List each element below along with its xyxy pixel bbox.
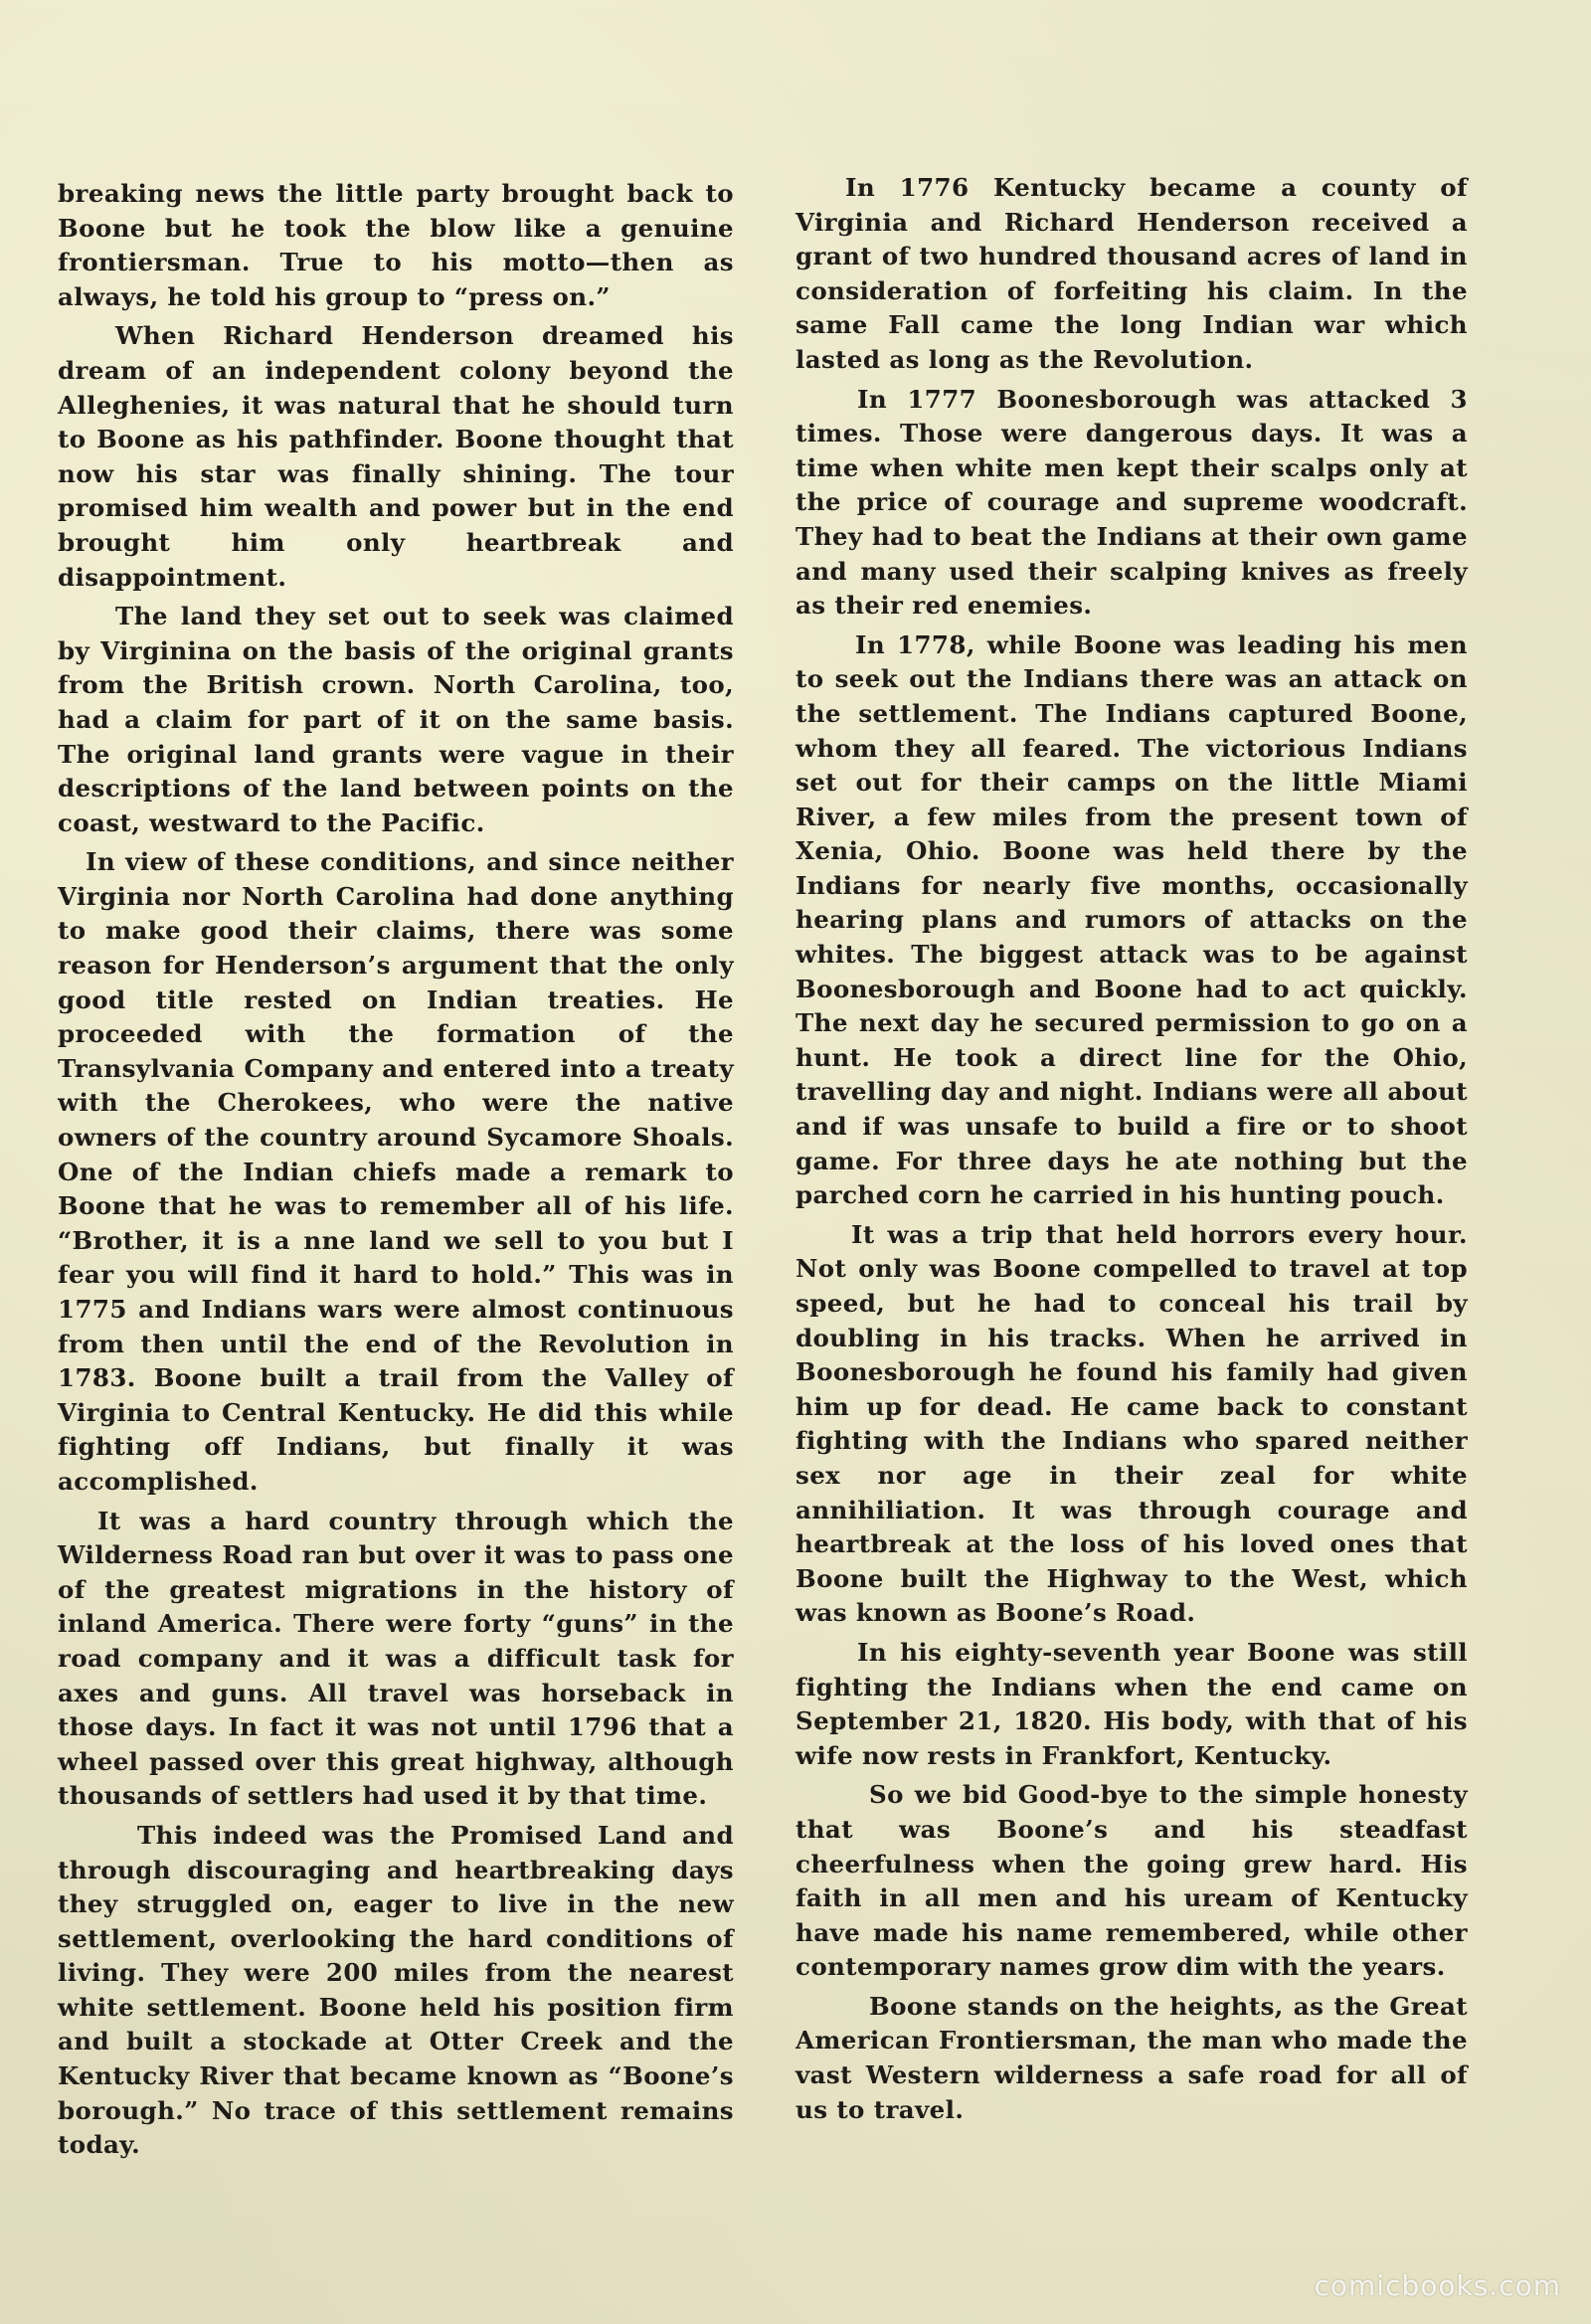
paragraph: When Richard Henderson dreamed his dream of an independent colony beyond the Alleghenies, it was natural that he should turn to Boone as his pathfinder. Boone thought that now his star was finally shining. The tour promised him wealth and power but in the end brought him only heartbreak and disappointment.	[58, 321, 734, 592]
paragraph: In view of these conditions, and since neither Virginia nor North Carolina had done anything to make good their claims, there was some reason for Henderson’s argument that the only good title rested on Indian treaties. He proceeded with the formation of the Transylvania Company and entered into a treaty with the Cherokees, who were the native owners of the country around Sycamore Shoals. One of the Indian chiefs made a remark to Boone that he was to remember all of his life. “Brother, it is a nne land we sell to you but I fear you will find it hard to hold.” This was in 1775 and Indians wars were almost continuous from then until the end of the Revolution in 1783. Boone built a trail from the Valley of Virginia to Central Kentucky. He did this while fighting off Indians, but finally it was accomplished.	[58, 847, 734, 1496]
paragraph: This indeed was the Promised Land and through discouraging and heartbreaking days they struggled on, eager to live in the new settlement, overlooking the hard conditions of living. They were 200 miles from the nearest white settlement. Boone held his position firm and built a stockade at Otter Creek and the Kentucky River that became known as “Boone’s borough.” No trace of this settlement remains today.	[58, 1820, 734, 2160]
watermark: comicbooks.com	[1314, 2269, 1561, 2302]
right-column	[796, 171, 1468, 2132]
paragraph: In his eighty-seventh year Boone was still fighting the Indians when the end came on September 21, 1820. His body, with that of his wife now rests in Frankfort, Kentucky.	[796, 1637, 1468, 1770]
paragraph: It was a trip that held horrors every hour. Not only was Boone compelled to travel at top speed, but he had to conceal his trail by doubling in his tracks. When he arrived in Boonesborough he found his family had given him up for dead. He came back to constant fighting with the Indians who spared neither sex nor age in their zeal for white annihiliation. It was through courage and heartbreak at the loss of his loved ones that Boone built the Highway to the West, which was known as Boone’s Road.	[796, 1219, 1468, 1628]
paragraph: So we bid Good-bye to the simple honesty that was Boone’s and his steadfast cheerfulness when the going grew hard. His faith in all men and his uream of Kentucky have made his name remembered, while other contemporary names grow dim with the years.	[796, 1780, 1468, 1982]
paragraph: In 1778, while Boone was leading his men to seek out the Indians there was an attack on the settlement. The Indians captured Boone, whom they all feared. The victorious Indians set out for their camps on the little Miami River, a few miles from the present town of Xenia, Ohio. Boone was held there by the Indians for nearly five months, occasionally hearing plans and rumors of attacks on the whites. The biggest attack was to be against Boonesborough and Boone had to act quickly. The next day he secured permission to go on a hunt. He took a direct line for the Ohio, travelling day and night. Indians were all about and if was unsafe to build a fire or to shoot game. For three days he ate nothing but the parched corn he carried in his hunting pouch.	[796, 629, 1468, 1210]
paragraph: It was a hard country through which the Wilderness Road ran but over it was to pass one of the greatest migrations in the history of inland America. There were forty “guns” in the road company and it was a difficult task for axes and guns. All travel was horseback in those days. In fact it was not until 1796 that a wheel passed over this great highway, although thousands of settlers had used it by that time.	[58, 1506, 734, 1811]
left-column	[58, 177, 734, 2168]
paragraph: Boone stands on the heights, as the Great American Frontiersman, the man who made the vast Western wilderness a safe road for all of us to travel.	[796, 1991, 1468, 2124]
paragraph: The land they set out to seek was claimed by Virginina on the basis of the original grants from the British crown. North Carolina, too, had a claim for part of it on the same basis. The original land grants were vague in their descriptions of the land between points on the coast, westward to the Pacific.	[58, 602, 734, 837]
paragraph: In 1776 Kentucky became a county of Virginia and Richard Henderson received a grant of two hundred thousand acres of land in consideration of forfeiting his claim. In the same Fall came the long Indian war which lasted as long as the Revolution.	[796, 173, 1468, 374]
paragraph: In 1777 Boonesborough was attacked 3 times. Those were dangerous days. It was a time when white men kept their scalps only at the price of courage and supreme woodcraft. They had to beat the Indians at their own game and many used their scalping knives as freely as their red enemies.	[796, 384, 1468, 621]
paragraph: breaking news the little party brought back to Boone but he took the blow like a genuine frontiersman. True to his motto—then as always, he told his group to “press on.”	[58, 179, 734, 311]
